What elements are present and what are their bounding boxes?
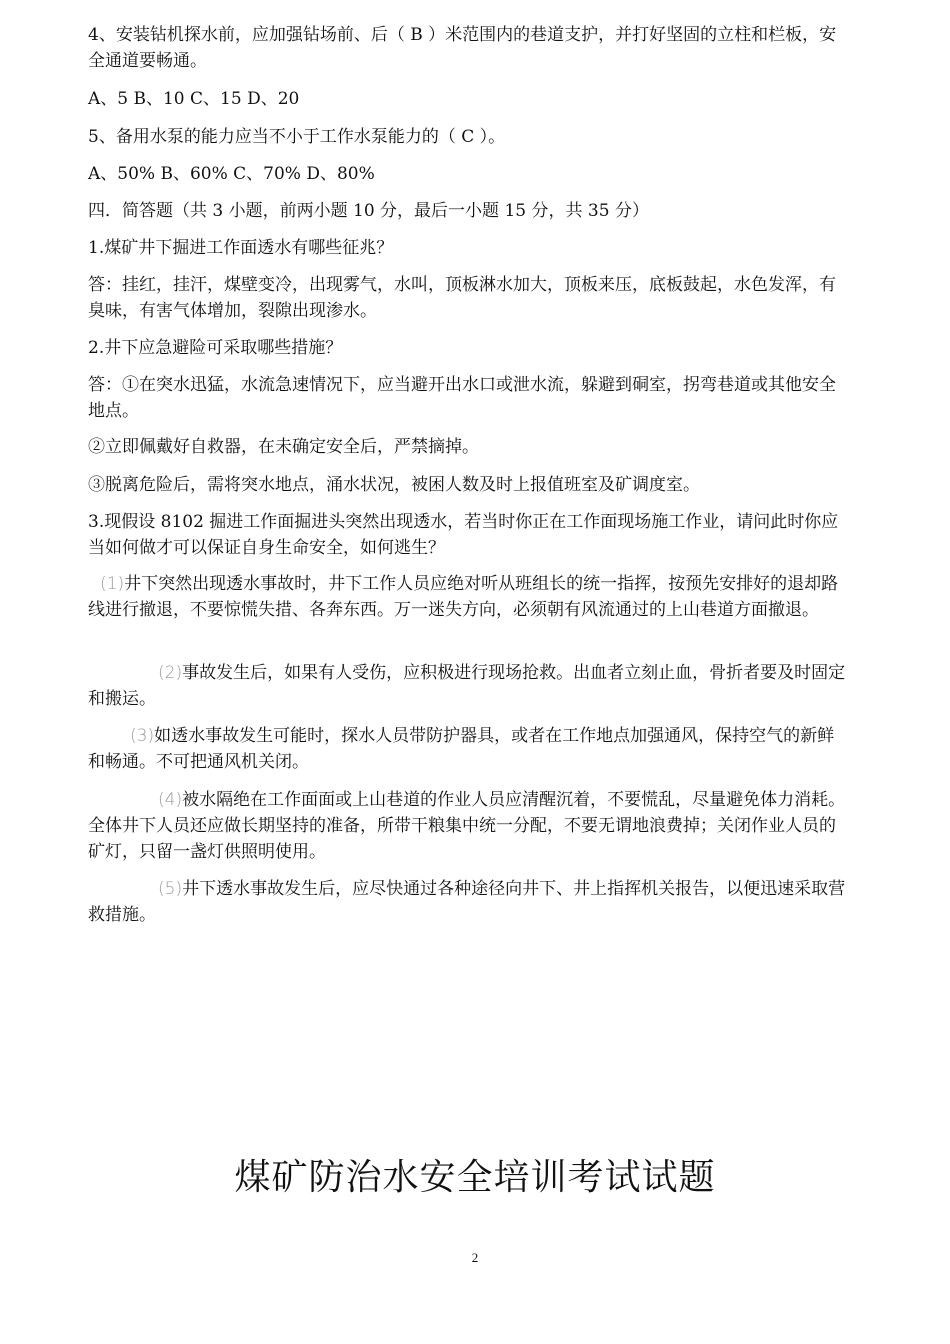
question-5-options: A、50% B、60% C、70% D、80% [88, 164, 375, 184]
item-number: (3) [130, 726, 155, 746]
item-text: 事故发生后，如果有人受伤，应积极进行现场抢救。出血者立刻止血，骨折者要及时固定和搬运。 [88, 663, 846, 709]
short-answer-3-question: 3.现假设 8102 掘进工作面掘进头突然出现透水，若当时你正在工作面现场施工作业，请问此时你应当如何做才可以保证自身生命安全，如何逃生？ [88, 512, 839, 558]
item-number: (5) [158, 879, 183, 899]
question-5-stem: 5、备用水泵的能力应当不小于工作水泵能力的（ C ）。 [88, 127, 506, 147]
short-answer-1-answer: 答：挂红，挂汗，煤壁变冷，出现雾气，水叫，顶板淋水加大，顶板来压，底板鼓起，水色发浑，有臭味，有害气体增加，裂隙出现渗水。 [88, 275, 836, 321]
short-answer-2-answer-1: 答：①在突水迅猛，水流急速情况下，应当避开出水口或泄水流，躲避到硐室，拐弯巷道或其他安全地点。 [88, 375, 836, 421]
question-4-stem: 4、安装钻机探水前，应加强钻场前、后（ B ）米范围内的巷道支护，并打好坚固的立柱和栏板，安全通道要畅通。 [88, 25, 837, 71]
item-number: (4) [158, 790, 183, 810]
answer-item-1 [88, 571, 850, 623]
short-answer-2-answer-2: ②立即佩戴好自救器，在未确定安全后，严禁摘掉。 [88, 437, 479, 457]
document-title: 煤矿防治水安全培训考试试题 [234, 1157, 716, 1198]
short-answer-1-question: 1.煤矿井下掘进工作面透水有哪些征兆？ [88, 238, 394, 258]
answer-item-5 [88, 876, 850, 928]
question-4-options: A、5 B、10 C、15 D、20 [88, 89, 300, 109]
short-answer-2-question: 2.井下应急避险可采取哪些措施？ [88, 338, 343, 358]
item-number: (1) [100, 574, 125, 594]
answer-item-2 [88, 660, 850, 712]
item-number: (2) [158, 663, 183, 683]
item-text: 如透水事故发生可能时，探水人员带防护器具，或者在工作地点加强通风，保持空气的新鲜和畅通。不可把通风机关闭。 [88, 726, 835, 772]
short-answer-2-answer-3: ③脱离危险后，需将突水地点，涌水状况，被困人数及时上报值班室及矿调度室。 [88, 475, 700, 495]
item-text: 被水隔绝在工作面面或上山巷道的作业人员应清醒沉着，不要慌乱，尽量避免体力消耗。全体井下人员还应做长期坚持的准备，所带干粮集中统一分配，不要无谓地浪费掉；关闭作业人员的矿灯，只留一盏灯供照明使用。 [88, 790, 846, 862]
answer-item-3 [88, 723, 850, 775]
page-number: 2 [471, 1250, 479, 1265]
section-heading: 四．简答题（共 3 小题，前两小题 10 分，最后一小题 15 分，共 35 分） [88, 201, 649, 221]
item-text: 井下透水事故发生后，应尽快通过各种途径向井下、井上指挥机关报告，以便迅速采取营救措施。 [88, 879, 846, 925]
answer-item-4 [88, 787, 850, 865]
item-text: 井下突然出现透水事故时，井下工作人员应绝对听从班组长的统一指挥，按预先安排好的退却路线进行撤退，不要惊慌失措、各奔东西。万一迷失方向，必须朝有风流通过的上山巷道方面撤退。 [88, 574, 839, 620]
